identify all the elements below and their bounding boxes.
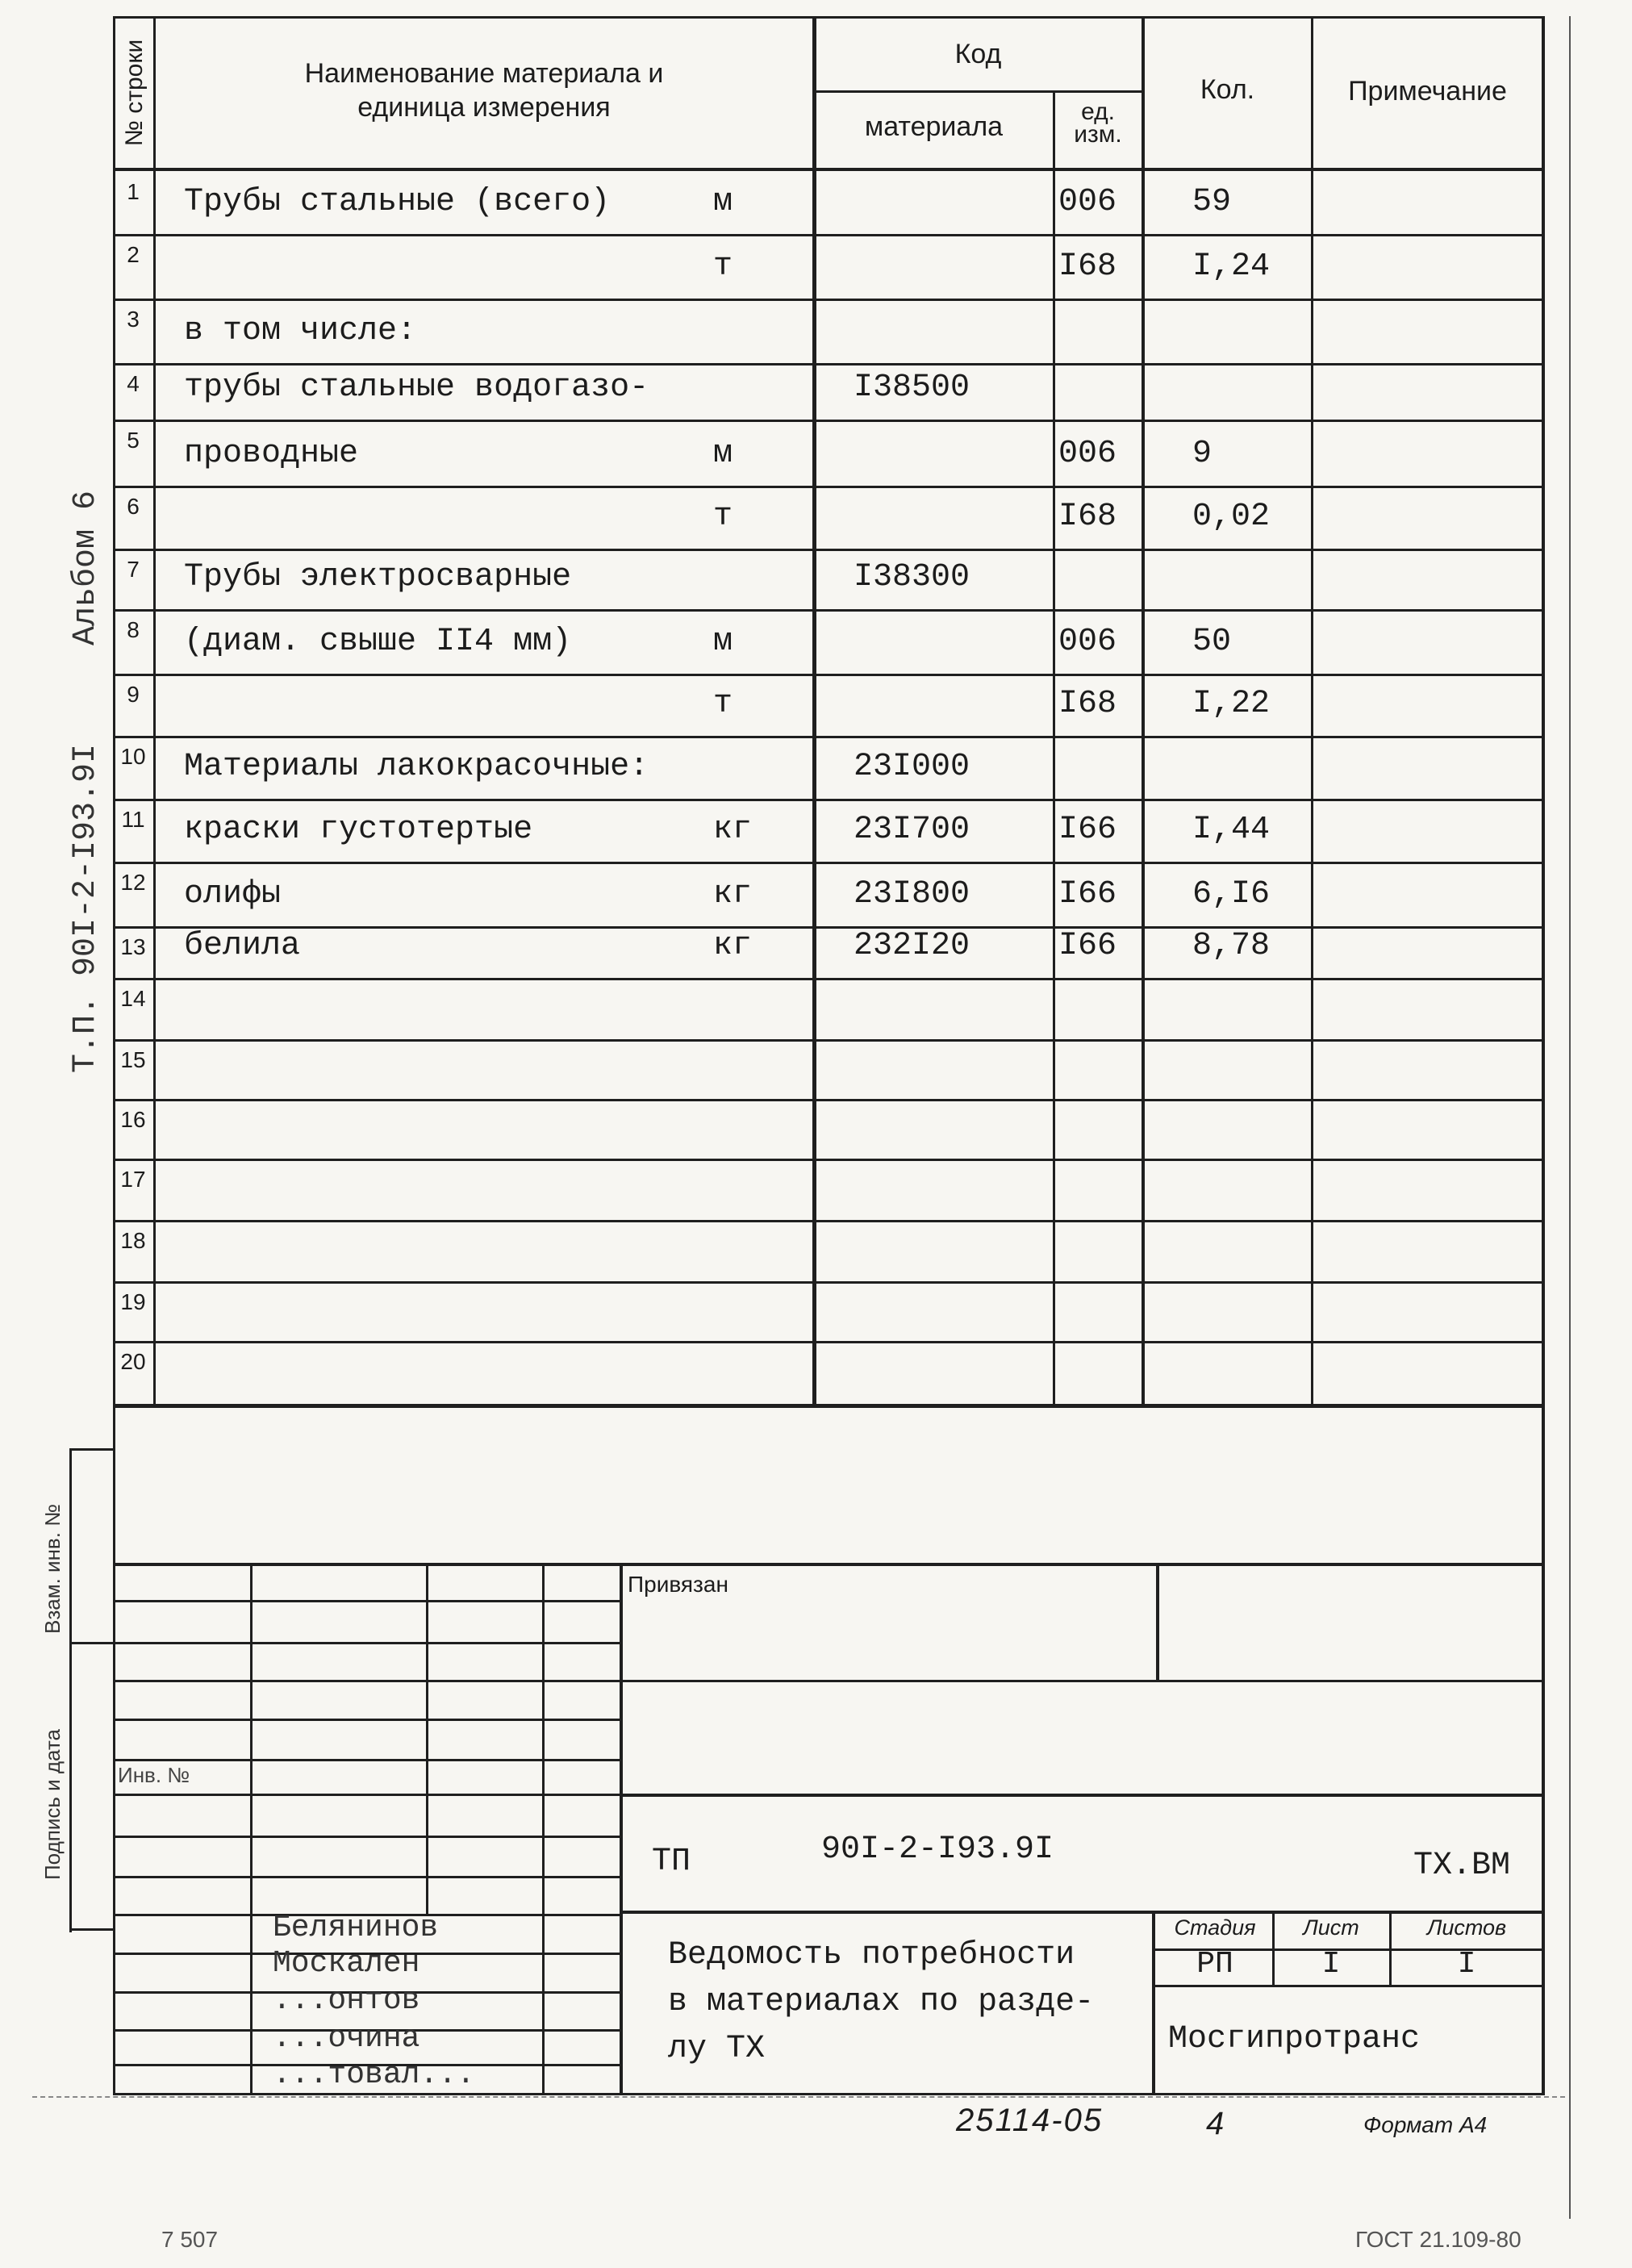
stamp-tp: ТП [652, 1844, 691, 1880]
row-unit-code: 006 [1058, 436, 1117, 472]
row-qty: I,22 [1192, 686, 1271, 722]
stamp-signer-name: ...онтов [273, 1983, 420, 2018]
row-name: белила [184, 928, 301, 964]
stamp-row-1 [113, 1600, 621, 1602]
col-line-note [1311, 16, 1313, 1404]
footer-page: 4 [1206, 2106, 1225, 2141]
side-strip-top [69, 1448, 115, 1451]
stamp-row-3 [113, 1680, 621, 1682]
stamp-row-5 [113, 1759, 621, 1761]
row-name: краски густотертые [184, 812, 533, 848]
footer-left: 7 507 [161, 2227, 219, 2252]
row-unit-code: I66 [1058, 812, 1117, 848]
trim-line-right [1569, 16, 1571, 2219]
stamp-title-line2: в материалах по разде- [668, 1984, 1095, 2020]
stamp-stage-label: Стадия [1174, 1915, 1256, 1940]
stamp-col-2 [426, 1563, 428, 1914]
stamp-row-6 [113, 1794, 621, 1796]
row-unit: кг [713, 928, 753, 964]
stamp-col-title [1152, 1911, 1155, 2093]
row-line [113, 1099, 1545, 1101]
stamp-project-code: 90I-2-I93.9I [821, 1832, 1054, 1868]
row-number: 15 [120, 1047, 146, 1072]
stamp-org: Мосгипротранс [1168, 2021, 1421, 2057]
row-number: 6 [127, 494, 140, 519]
row-number: 11 [121, 807, 145, 832]
row-material-code: 23I700 [854, 812, 970, 848]
header-note: Примечание [1348, 76, 1507, 107]
row-number: 9 [127, 682, 140, 707]
stamp-frame-right [1542, 1404, 1545, 2094]
row-number: 10 [120, 744, 146, 769]
header-bottom-line [113, 168, 1545, 171]
footer-gost: ГОСТ 21.109-80 [1355, 2227, 1521, 2252]
header-row-no: № строки [121, 39, 148, 147]
row-unit: м [713, 184, 733, 220]
stamp-sheet-label: Лист [1303, 1915, 1359, 1940]
stamp-sheets-label: Листов [1426, 1915, 1507, 1940]
stamp-line-4 [621, 1911, 1545, 1914]
header-code-split [815, 90, 1142, 93]
row-number: 13 [120, 934, 146, 959]
header-unit-2: изм. [1074, 121, 1122, 148]
col-line-rownum [153, 16, 156, 1404]
row-name: трубы стальные водогазо- [184, 370, 649, 406]
row-qty: 59 [1192, 184, 1232, 220]
row-number: 16 [120, 1107, 146, 1132]
stamp-doc-code: ТХ.ВМ [1413, 1848, 1511, 1884]
row-number: 5 [127, 428, 140, 453]
header-qty: Кол. [1200, 74, 1255, 105]
row-unit-code: I68 [1058, 249, 1117, 285]
footer-format: Формат А4 [1363, 2112, 1488, 2137]
row-line [113, 363, 1545, 365]
row-material-code: 23I000 [854, 749, 970, 785]
stamp-col-sheet [1272, 1911, 1275, 1985]
row-line [113, 549, 1545, 551]
col-line-material [812, 16, 816, 1404]
row-line [113, 1220, 1545, 1222]
row-name: олифы [184, 876, 282, 913]
stamp-signer-name: Белянинов [273, 1911, 439, 1945]
stamp-frame-left [113, 1404, 115, 2094]
side-vzam: Взам. инв. № [40, 1503, 65, 1634]
stamp-title-line3: лу ТХ [668, 2031, 766, 2067]
row-unit-code: I66 [1058, 928, 1117, 964]
row-material-code: 23I800 [854, 876, 970, 913]
row-line [113, 926, 1545, 929]
stamp-line-stage2 [1154, 1985, 1545, 1987]
stamp-row-2 [113, 1642, 621, 1644]
stamp-col-sheets [1389, 1911, 1392, 1985]
row-unit-code: I68 [1058, 686, 1117, 722]
row-line [113, 420, 1545, 422]
row-line [113, 1281, 1545, 1284]
stamp-row-7 [113, 1836, 621, 1838]
row-line [113, 1039, 1545, 1042]
stamp-title [668, 1932, 1094, 2073]
row-unit-code: I66 [1058, 876, 1117, 913]
side-strip-mid [69, 1642, 115, 1644]
row-unit: кг [713, 876, 753, 913]
frame-left-line [113, 16, 115, 1404]
footer-number: 25114-05 [956, 2103, 1104, 2138]
row-name: Трубы электросварные [184, 559, 572, 595]
col-line-qty [1142, 16, 1145, 1404]
row-unit: т [713, 499, 733, 535]
row-material-code: 232I20 [854, 928, 970, 964]
frame-top-line [113, 16, 1545, 19]
row-number: 18 [120, 1228, 146, 1253]
row-line [113, 978, 1545, 980]
trim-line-bottom [32, 2096, 1565, 2098]
row-line [113, 234, 1545, 236]
row-qty: 6,I6 [1192, 876, 1271, 913]
row-line [113, 1159, 1545, 1161]
row-number: 1 [127, 179, 140, 204]
row-number: 17 [120, 1167, 146, 1192]
row-unit: м [713, 624, 733, 660]
row-unit: м [713, 436, 733, 472]
row-line [113, 299, 1545, 301]
row-unit: т [713, 686, 733, 722]
row-number: 12 [120, 870, 146, 895]
row-name: (диам. свыше II4 мм) [184, 624, 572, 660]
side-project: Т.П. 90I-2-I93.9I [68, 743, 104, 1073]
stamp-bottom-line [113, 2093, 1545, 2095]
row-line [113, 799, 1545, 801]
row-line [113, 1341, 1545, 1343]
row-number: 7 [127, 557, 140, 582]
row-material-code: I38300 [854, 559, 970, 595]
row-name: Материалы лакокрасочные: [184, 749, 649, 785]
header-name-line1: Наименование материала и [304, 58, 664, 89]
row-number: 20 [120, 1349, 146, 1374]
row-qty: 8,78 [1192, 928, 1271, 964]
side-album: Альбом 6 [68, 490, 104, 645]
row-qty: 50 [1192, 624, 1232, 660]
row-number: 8 [127, 617, 140, 642]
stamp-row-8 [113, 1876, 621, 1878]
frame-right-line [1542, 16, 1545, 1404]
row-line [113, 674, 1545, 676]
row-name: проводные [184, 436, 359, 472]
row-number: 14 [120, 986, 146, 1011]
row-qty: 9 [1192, 436, 1213, 472]
row-name: в том числе: [184, 313, 417, 349]
side-podpis: Подпись и дата [40, 1728, 65, 1880]
col-line-unit [1053, 90, 1055, 1404]
row-unit-code: 006 [1058, 624, 1117, 660]
stamp-title-line1: Ведомость потребности [668, 1937, 1075, 1974]
stamp-signer-name: ...товал... [273, 2057, 475, 2092]
stamp-col-privyazan [1156, 1563, 1159, 1680]
row-unit: т [713, 249, 733, 285]
header-unit-1: ед. [1081, 98, 1115, 125]
row-line [113, 609, 1545, 612]
row-line [113, 736, 1545, 738]
header-code: Код [954, 39, 1002, 69]
stamp-line-1 [113, 1563, 1545, 1566]
row-unit-code: 006 [1058, 184, 1117, 220]
row-number: 3 [127, 307, 140, 332]
row-number: 4 [127, 371, 140, 396]
row-qty: 0,02 [1192, 499, 1271, 535]
row-qty: I,24 [1192, 249, 1271, 285]
stamp-signer-name: Москален [273, 1946, 420, 1981]
stamp-sheets: I [1457, 1947, 1476, 1982]
side-strip-left [69, 1448, 72, 1932]
row-line [113, 862, 1545, 864]
row-unit-code: I68 [1058, 499, 1117, 535]
stamp-row-4 [113, 1719, 621, 1721]
stamp-signer-name: ...очина [273, 2021, 420, 2056]
row-number: 19 [120, 1289, 146, 1314]
row-line [113, 486, 1545, 488]
stamp-stage: РП [1196, 1947, 1233, 1982]
table-bottom-line [113, 1404, 1545, 1408]
row-qty: I,44 [1192, 812, 1271, 848]
side-strip-bottom [69, 1928, 115, 1931]
stamp-privyazan: Привязан [628, 1572, 728, 1597]
header-material: материала [864, 111, 1004, 142]
stamp-line-3 [621, 1794, 1545, 1797]
row-number: 2 [127, 242, 140, 267]
row-name: Трубы стальные (всего) [184, 184, 611, 220]
stamp-line-2 [621, 1680, 1545, 1682]
stamp-sheet: I [1321, 1947, 1341, 1982]
row-unit: кг [713, 812, 753, 848]
row-material-code: I38500 [854, 370, 970, 406]
header-name-line2: единица измерения [357, 92, 611, 123]
stamp-inv-label: Инв. № [118, 1763, 190, 1787]
